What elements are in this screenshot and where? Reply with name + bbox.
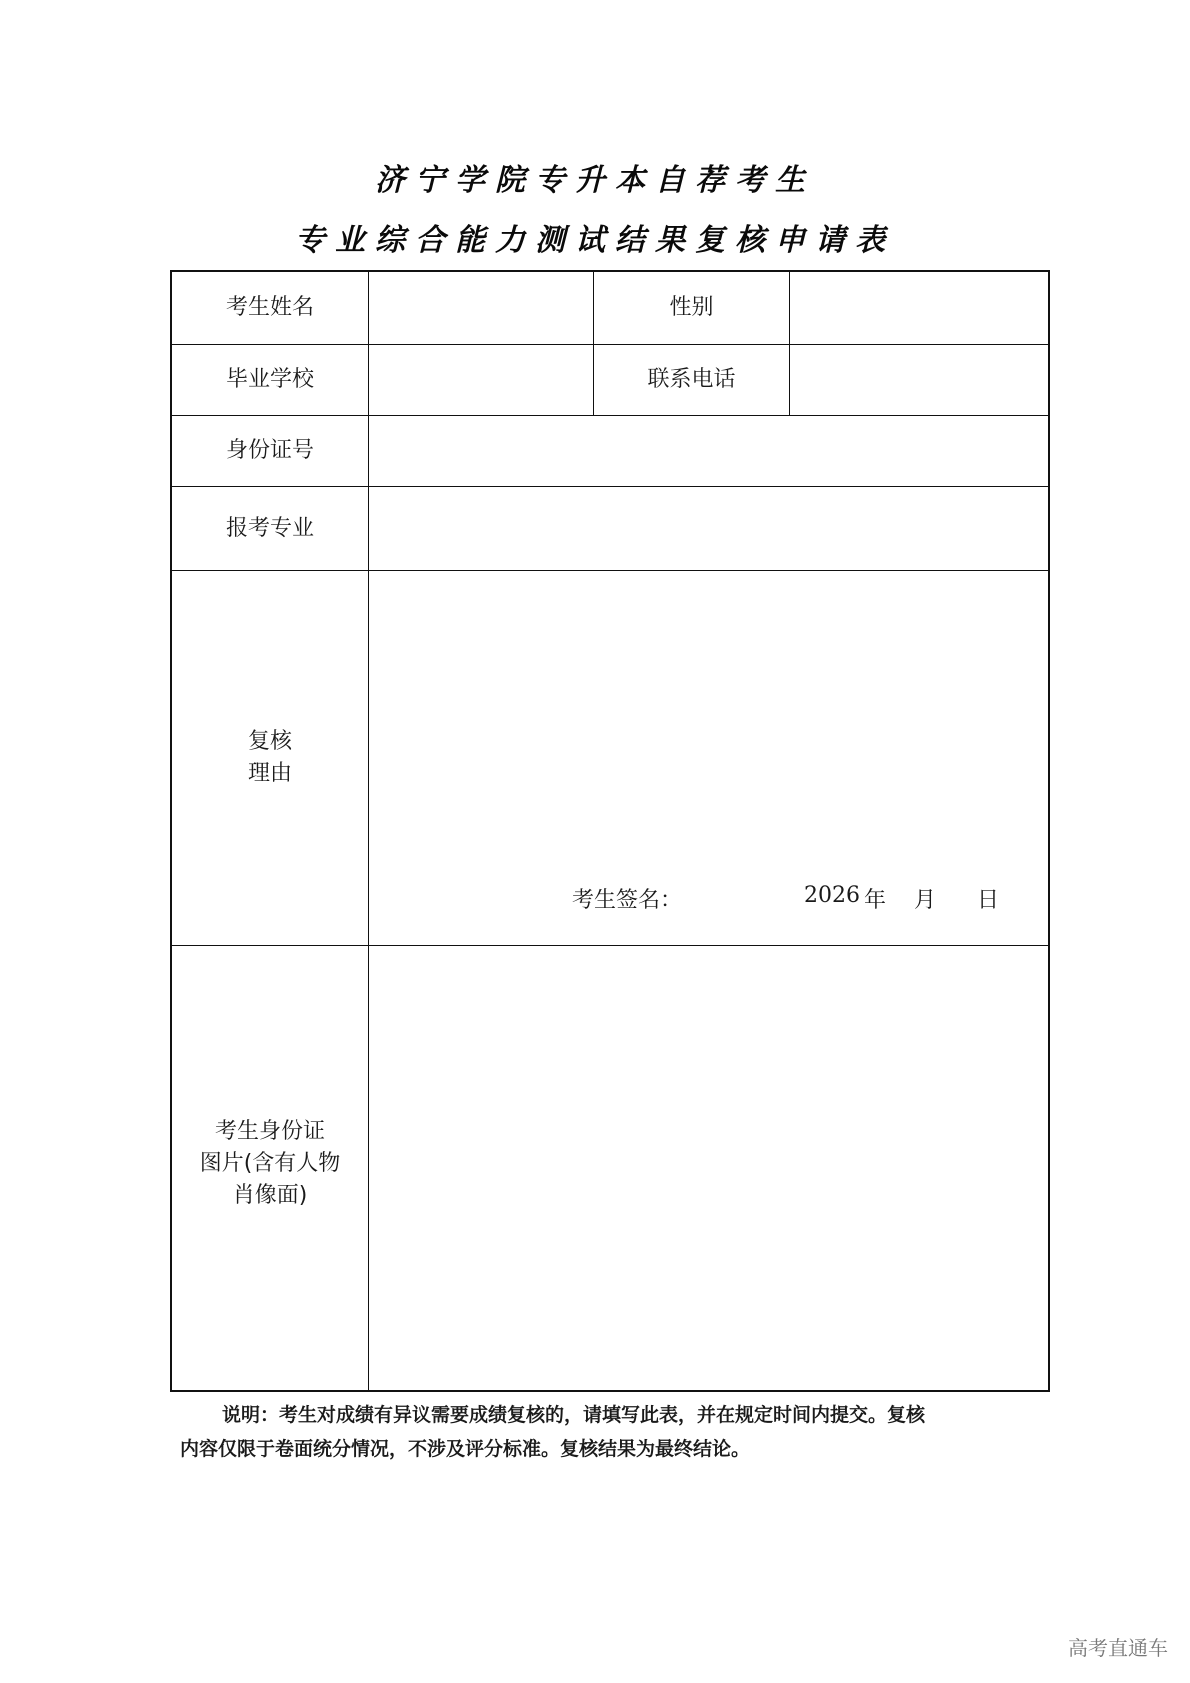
application-form-table bbox=[170, 270, 1050, 1392]
note-line-2: 内容仅限于卷面统分情况，不涉及评分标准。复核结果为最终结论。 bbox=[180, 1438, 751, 1460]
id-photo-label-line3: 肖像面) bbox=[232, 1183, 308, 1208]
column-divider bbox=[368, 272, 369, 1392]
name-label: 考生姓名 bbox=[225, 295, 314, 320]
major-label: 报考专业 bbox=[225, 515, 314, 541]
column-divider bbox=[789, 272, 790, 415]
reason-label-line2: 理由 bbox=[247, 761, 292, 786]
school-label: 毕业学校 bbox=[225, 367, 314, 392]
id-photo-upload-area[interactable] bbox=[370, 946, 1049, 1392]
id-photo-label-line1: 考生身份证 bbox=[214, 1119, 325, 1144]
reason-label-line1: 复核 bbox=[247, 729, 292, 754]
id-number-field[interactable] bbox=[370, 416, 1049, 486]
phone-label: 联系电话 bbox=[647, 367, 736, 392]
id-photo-label-line2: 图片(含有人物 bbox=[199, 1151, 341, 1176]
date-year-unit: 年 bbox=[864, 888, 887, 913]
signature-label: 考生签名： bbox=[572, 888, 683, 913]
phone-field[interactable] bbox=[791, 345, 1049, 415]
date-month-unit: 月 bbox=[914, 888, 937, 913]
major-field[interactable] bbox=[370, 487, 1049, 570]
watermark: 高考直通车 bbox=[1068, 1636, 1168, 1660]
id-number-label: 身份证号 bbox=[225, 438, 314, 463]
gender-field[interactable] bbox=[791, 272, 1049, 344]
reason-label bbox=[172, 571, 368, 945]
title-line-2: 专业综合能力测试结果复核申请表 bbox=[295, 223, 895, 258]
date-year: 2026 bbox=[804, 883, 860, 908]
signature-field[interactable] bbox=[692, 878, 802, 914]
gender-label: 性别 bbox=[669, 295, 714, 320]
school-field[interactable] bbox=[370, 345, 592, 415]
id-photo-label bbox=[172, 946, 368, 1392]
reason-field[interactable] bbox=[370, 571, 1049, 871]
date-day-unit: 日 bbox=[977, 888, 1000, 913]
note-line-1: 说明：考生对成绩有异议需要成绩复核的，请填写此表，并在规定时间内提交。复核 bbox=[222, 1404, 926, 1426]
name-field[interactable] bbox=[370, 272, 592, 344]
title-line-1: 济宁学院专升本自荐考生 bbox=[375, 163, 815, 198]
